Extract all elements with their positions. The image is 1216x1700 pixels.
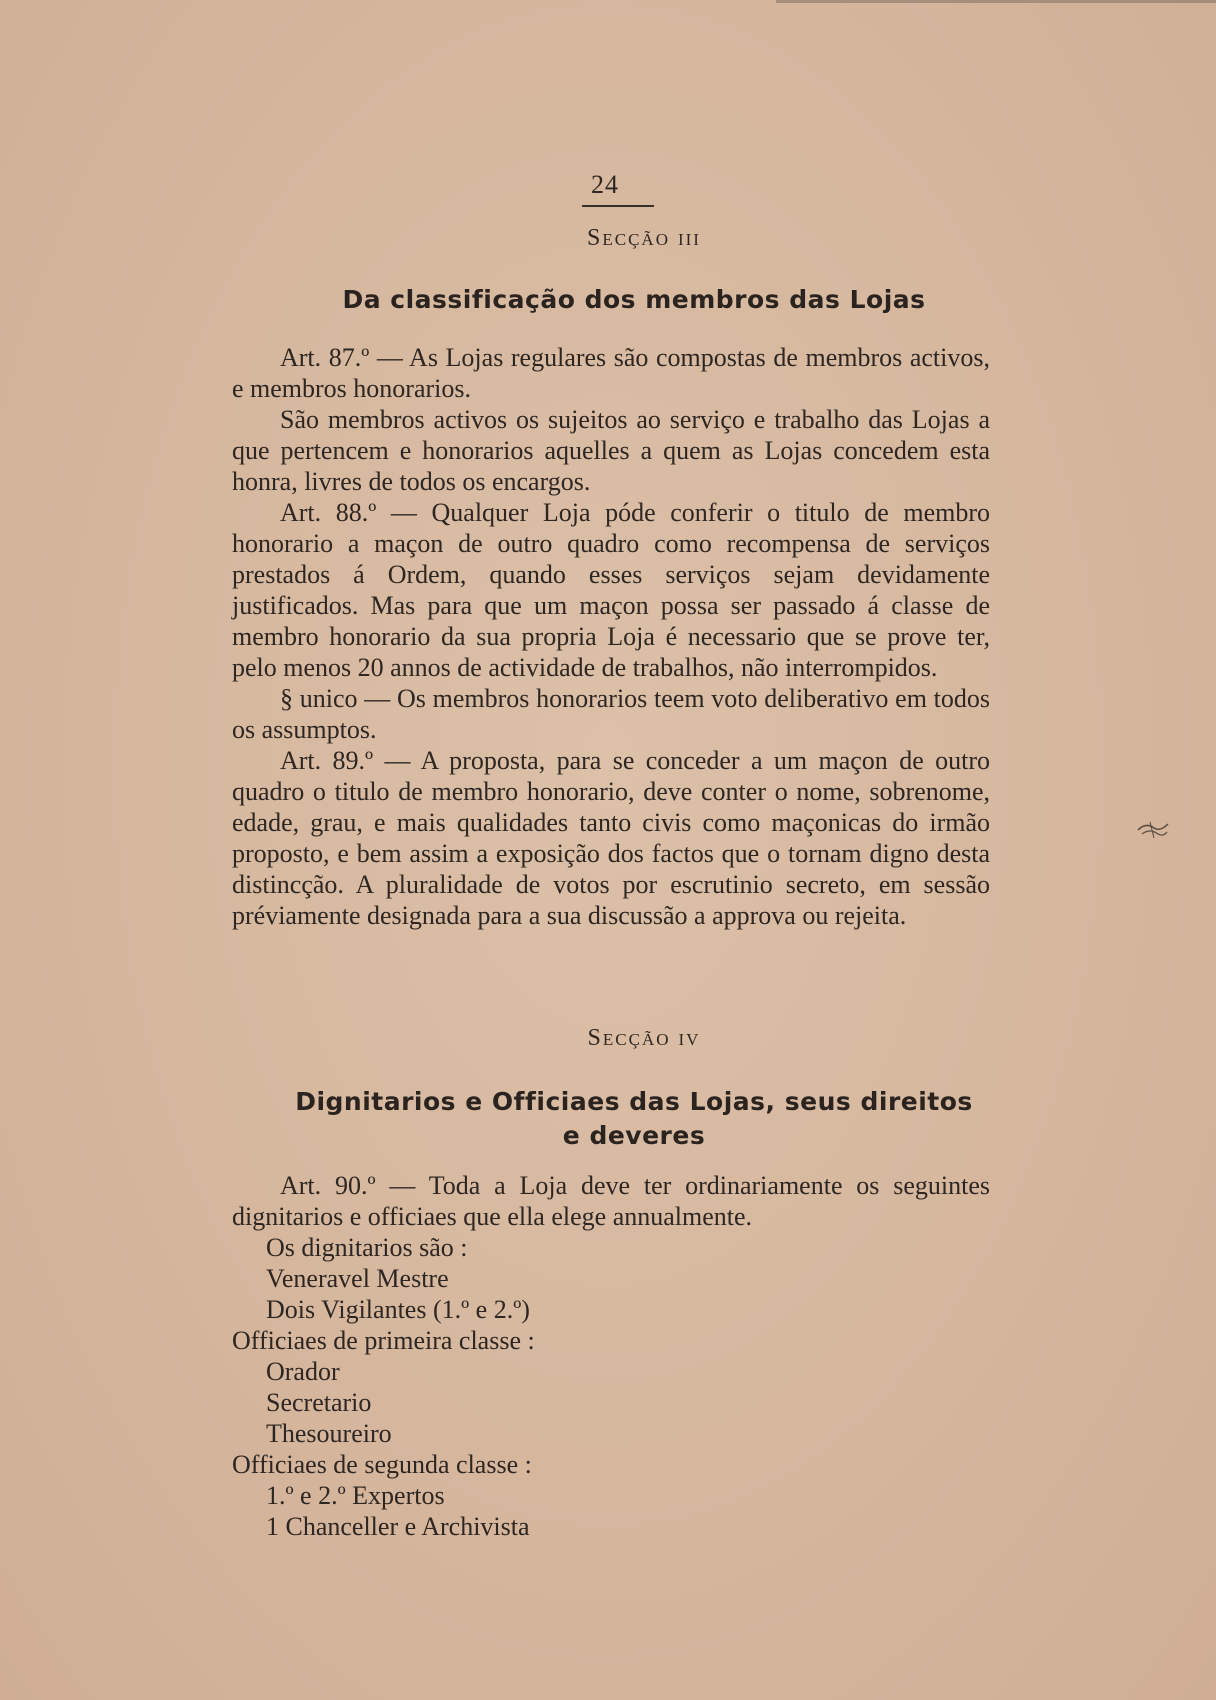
article-88-paragraph: Art. 88.º — Qualquer Loja póde conferir o titulo de membro honorario a maçon de outro quadro como recompensa de serviços prestados á Ordem, quando esses serviços sejam devidamente justificados. Mas para que um maçon possa ser passado á classe de membro honorario da sua propria Loja é necessario que se prove ter, pelo menos 20 annos de actividade de trabalhos, não interrompidos. <box>232 498 990 682</box>
section-3-label: Secção iii <box>587 225 701 251</box>
list-item: Os dignitarios são : <box>266 1233 468 1262</box>
list-item: Officiaes de segunda classe : <box>232 1450 532 1479</box>
page-edge-shadow <box>776 0 1216 3</box>
active-members-paragraph: São membros activos os sujeitos ao serviço e trabalho das Lojas a que pertencem e honorarios aquelles a quem as Lojas concedem esta honra, livres de todos os encargos. <box>232 405 990 496</box>
article-90-paragraph: Art. 90.º — Toda a Loja deve ter ordinariamente os seguintes dignitarios e officiaes que ella elege annualmente. <box>232 1171 990 1231</box>
list-item: Veneravel Mestre <box>266 1264 449 1293</box>
section-3-body <box>232 342 990 931</box>
list-item: Dois Vigilantes (1.º e 2.º) <box>266 1295 530 1324</box>
unique-paragraph: § unico — Os membros honorarios teem voto deliberativo em todos os assumptos. <box>232 684 990 744</box>
list-item: 1 Chanceller e Archivista <box>266 1512 530 1541</box>
section-4-heading-line-2: e deveres <box>562 1121 706 1150</box>
section-4-heading <box>26 1085 1216 1153</box>
ink-mark-icon <box>1136 818 1170 842</box>
list-item: Secretario <box>266 1388 372 1417</box>
page-number: 24 <box>591 170 619 199</box>
article-89-paragraph: Art. 89.º — A proposta, para se conceder a um maçon de outro quadro o titulo de membro honorario, deve conter o nome, sobrenome, edade, grau, e mais qualidades tanto civis como maçonicas do irmão proposto, e bem assim a exposição dos factos que o tornam digno desta distincção. A pluralidade de votos por escrutinio secreto, em sessão préviamente designada para a sua discussão a approva ou rejeita. <box>232 746 990 930</box>
section-4-label: Secção iv <box>587 1025 701 1051</box>
section-4-heading-line-1: Dignitarios e Officiaes das Lojas, seus direitos <box>295 1087 973 1116</box>
article-87-paragraph: Art. 87.º — As Lojas regulares são compostas de membros activos, e membros honorarios. <box>232 343 990 403</box>
list-item: 1.º e 2.º Expertos <box>266 1481 445 1510</box>
list-item: Thesoureiro <box>266 1419 392 1448</box>
section-4-body <box>232 1170 990 1542</box>
list-item: Orador <box>266 1357 340 1386</box>
page-number-underline <box>582 205 654 207</box>
list-item: Officiaes de primeira classe : <box>232 1326 535 1355</box>
section-3-heading: Da classificação dos membros das Lojas <box>342 285 926 314</box>
